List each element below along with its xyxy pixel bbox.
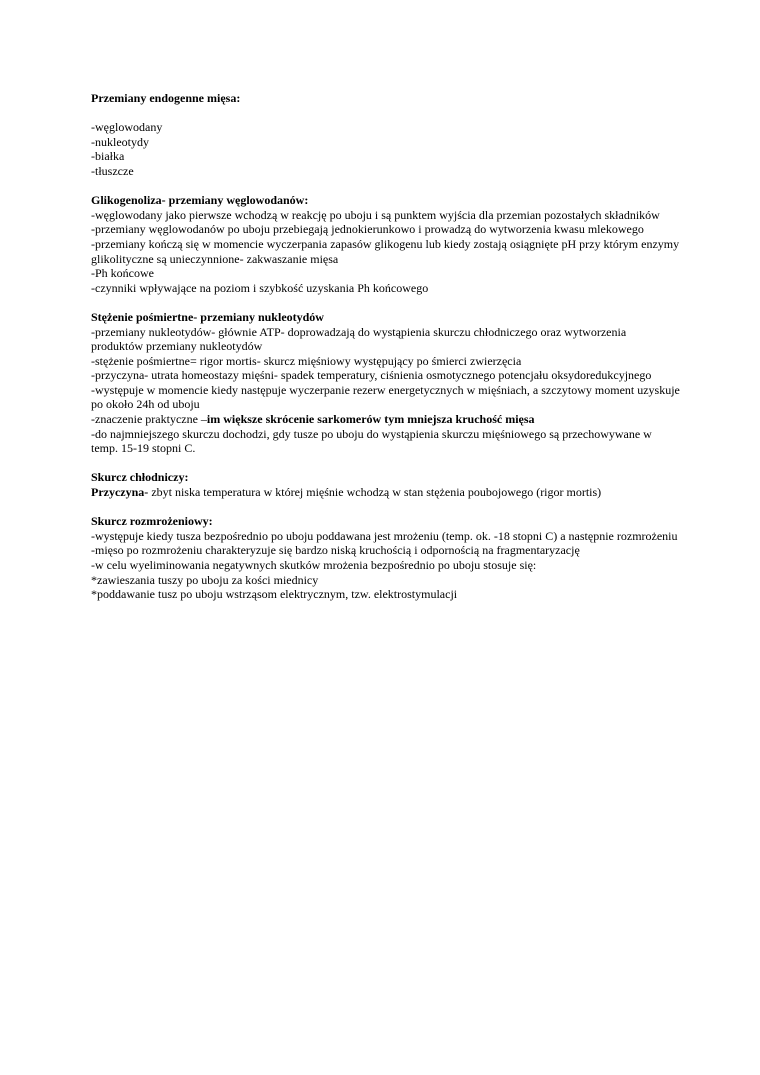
paragraph-line: -przyczyna- utrata homeostazy mięśni- spadek temperatury, ciśnienia osmotycznego potencjału oksydoredukcyjnego xyxy=(91,368,652,383)
list-item: -nukleotydy xyxy=(91,134,149,149)
document-body xyxy=(91,91,681,602)
paragraph-line: -Ph końcowe xyxy=(91,266,154,281)
paragraph-line: -przemiany nukleotydów- głównie ATP- doprowadzają do wystąpienia skurczu chłodniczego oraz wytworzenia produktów przemiany nukleotydów xyxy=(91,324,627,354)
cause-label: Przyczyna- xyxy=(91,485,149,500)
paragraph-line: -węglowodany jako pierwsze wchodzą w reakcję po uboju i są punktem wyjścia dla przemian pozostałych składników xyxy=(91,207,660,222)
significance-prefix: -znaczenie praktyczne – xyxy=(91,412,207,427)
list-item: -tłuszcze xyxy=(91,163,134,178)
paragraph-line: -mięso po rozmrożeniu charakteryzuje się bardzo niską kruchością i odpornością na fragmentaryzację xyxy=(91,543,580,558)
paragraph-line: *poddawanie tusz po uboju wstrząsom elektrycznym, tzw. elektrostymulacji xyxy=(91,587,458,602)
paragraph-line: -przemiany węglowodanów po uboju przebiegają jednokierunkowo i prowadzą do wytworzenia kwasu mlekowego xyxy=(91,222,644,237)
section-heading-glikogenoliza: Glikogenoliza- przemiany węglowodanów: xyxy=(91,193,309,208)
list-item: -węglowodany xyxy=(91,120,163,135)
paragraph-line: *zawieszania tuszy po uboju za kości miednicy xyxy=(91,572,319,587)
cause-text: zbyt niska temperatura w której mięśnie wchodzą w stan stężenia poubojowego (rigor mortis) xyxy=(148,485,602,500)
section-heading-skurcz-chlodniczy: Skurcz chłodniczy: xyxy=(91,470,189,485)
spacer xyxy=(91,179,681,194)
list-item: -białka xyxy=(91,149,125,164)
paragraph-line: -występuje kiedy tusza bezpośrednio po uboju poddawana jest mrożeniu (temp. ok. -18 stopni C) a następnie rozmrożeniu xyxy=(91,528,678,543)
spacer xyxy=(91,456,681,471)
paragraph-line: -w celu wyeliminowania negatywnych skutków mrożenia bezpośrednio po uboju stosuje się: xyxy=(91,558,537,572)
paragraph-line-significance xyxy=(91,412,681,427)
paragraph-line: -przemiany kończą się w momencie wyczerpania zapasów glikogenu lub kiedy zostają osiągnięte pH przy którym enzymy glikolityczne są unieczynnione- zakwaszanie mięsa xyxy=(91,236,680,266)
section-heading-skurcz-rozmrozeniowy: Skurcz rozmrożeniowy: xyxy=(91,514,213,529)
spacer xyxy=(91,500,681,515)
paragraph-line: -czynniki wpływające na poziom i szybkość uzyskania Ph końcowego xyxy=(91,280,429,295)
section-heading-stezenie: Stężenie pośmiertne- przemiany nukleotydów xyxy=(91,309,324,324)
spacer xyxy=(91,106,681,121)
paragraph-line: -występuje w momencie kiedy następuje wyczerpanie rezerw energetycznych w mięśniach, a szczytowy moment uzyskuje po około 24h od uboju xyxy=(91,382,680,412)
significance-bold: im większe skrócenie sarkomerów tym mniejsza kruchość mięsa xyxy=(206,412,535,427)
paragraph-line: -stężenie pośmiertne= rigor mortis- skurcz mięśniowy występujący po śmierci zwierzęcia xyxy=(91,353,522,368)
paragraph-line-cause xyxy=(91,485,681,500)
spacer xyxy=(91,295,681,310)
document-title: Przemiany endogenne mięsa: xyxy=(91,91,241,105)
paragraph-line: -do najmniejszego skurczu dochodzi, gdy tusze po uboju do wystąpienia skurczu mięśniowego są przechowywane w temp. 15-19 stopni C. xyxy=(91,426,652,456)
